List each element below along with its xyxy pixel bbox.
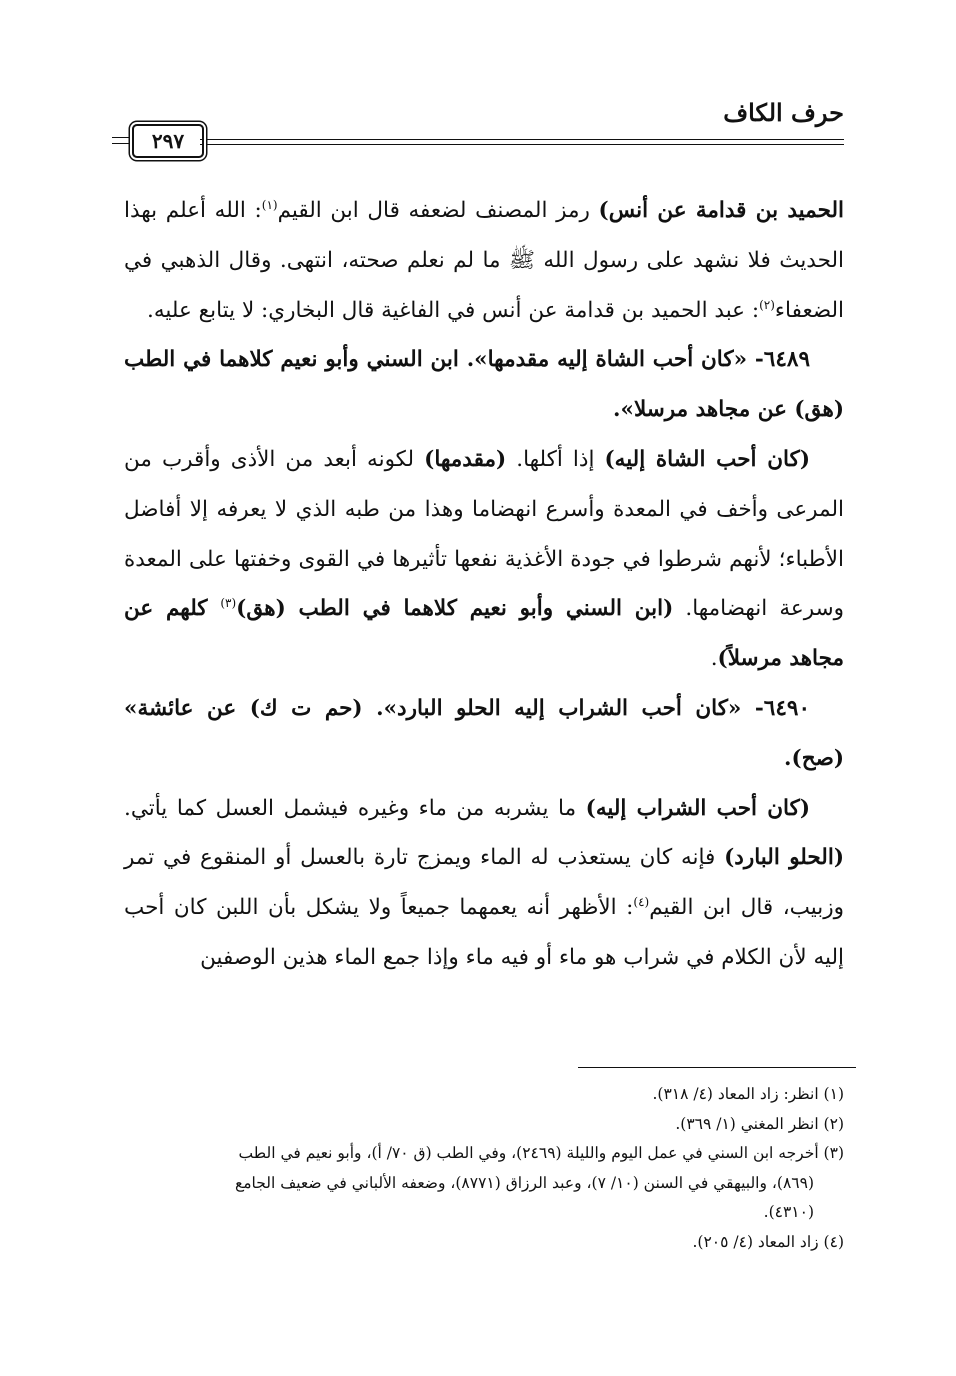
text-span: فإنه كان يستعذب له الماء ويمزج تارة بالعسل أو المنقوع في تمر وزبيب، قال ابن القيم xyxy=(124,845,844,921)
text-span: : الله أعلم بهذا الحديث فلا نشهد على رسول الله ﷺ ما لم نعلم صحته، انتهى. وقال الذهبي في الضعفاء xyxy=(124,198,844,323)
main-text xyxy=(124,186,844,983)
frame-ticks xyxy=(112,137,130,144)
hadith-6490 xyxy=(124,684,844,784)
bold-span: الحميد بن قدامة عن أنس) xyxy=(598,198,845,223)
paragraph-1 xyxy=(124,186,844,335)
commentary-6489 xyxy=(124,435,844,684)
page-number-frame xyxy=(112,124,204,158)
footnote-3: (٣) أخرجه ابن السني في عمل اليوم والليلة (٢٤٦٩)، وفي الطب (ق ٧٠/ أ)، وأبو نعيم في الطب xyxy=(238,1144,844,1162)
running-title: حرف الكاف xyxy=(723,98,844,127)
bold-span: كلهم عن مجاهد مرسلاً) xyxy=(124,596,844,672)
footnotes xyxy=(124,1080,844,1257)
bold-span: (مقدمها) xyxy=(424,446,507,472)
footnote-ref: (٢) xyxy=(759,297,775,312)
commentary-6490 xyxy=(124,784,844,983)
footnote-3-cont: (٨٦٩)، والبيهقي في السنن (١٠/ ٧)، وعبد الرزاق (٨٧٧١)، وضعفه الألباني في ضعيف الجامع xyxy=(234,1173,814,1192)
hadith-6489 xyxy=(124,335,844,435)
header-rule xyxy=(200,139,844,145)
text-span: إذا أكلها. xyxy=(506,446,605,472)
text-span: ما يشربه من ماء وغيره فيشمل العسل كما يأتي. xyxy=(124,795,586,821)
text-span: لكونه أبعد من الأذى وأقرب من المرعى وأخف في المعدة وأسرع انهضاما وهذا من طبه الذي لا يعرفه إلا أفاضل الأطباء؛ لأنهم شرطوا في جودة الأغذية نفعها تأثيرها في القوى وخفتها على المعدة وسرعة انهضامها. xyxy=(124,446,844,622)
footnote-ref: (٤) xyxy=(633,895,650,909)
footnote-4: (٤) زاد المعاد (٤/ ٢٠٥). xyxy=(692,1232,844,1251)
bold-span: (كان أحب الشراب إليه) xyxy=(585,795,810,821)
page-number: ٢٩٧ xyxy=(132,124,204,158)
bold-span: (ابن السني وأبو نعيم كلاهما في الطب (هق) xyxy=(236,596,674,622)
footnote-3-end: (٤٣١٠). xyxy=(763,1203,814,1221)
footnote-ref: (١) xyxy=(261,197,278,212)
bold-span: (كان أحب الشاة إليه) xyxy=(604,446,810,472)
text-span: . xyxy=(710,646,718,672)
hadith-text: ٦٤٨٩- «كان أحب الشاة إليه مقدمها». ابن السني وأبو نعيم كلاهما في الطب (هق) عن مجاهد مرسلا». xyxy=(124,347,844,423)
hadith-text: ٦٤٩٠- «كان أحب الشراب إليه الحلو البارد». (حم ت ك) عن عائشة» (صح). xyxy=(124,695,844,771)
footnote-rule xyxy=(578,1067,856,1068)
footnote-ref: (٣) xyxy=(220,596,237,611)
bold-span: (الحلو البارد) xyxy=(724,845,845,871)
footnote-2: (٢) انظر المغني (١/ ٣٦٩). xyxy=(675,1114,844,1133)
text-span: : الأظهر أنه يعمهما جميعاً ولا يشكل بأن اللبن كان أحب إليه لأن الكلام في شراب هو ماء أو فيه ماء وإذا جمع الماء هذين الوصفين xyxy=(124,895,844,970)
text-span: : عبد الحميد بن قدامة عن أنس في الفاغية قال البخاري: لا يتابع عليه. xyxy=(147,297,760,323)
footnote-1: (١) انظر: زاد المعاد (٤/ ٣١٨). xyxy=(652,1085,844,1103)
text-span: رمز المصنف لضعفه قال ابن القيم xyxy=(277,198,599,223)
